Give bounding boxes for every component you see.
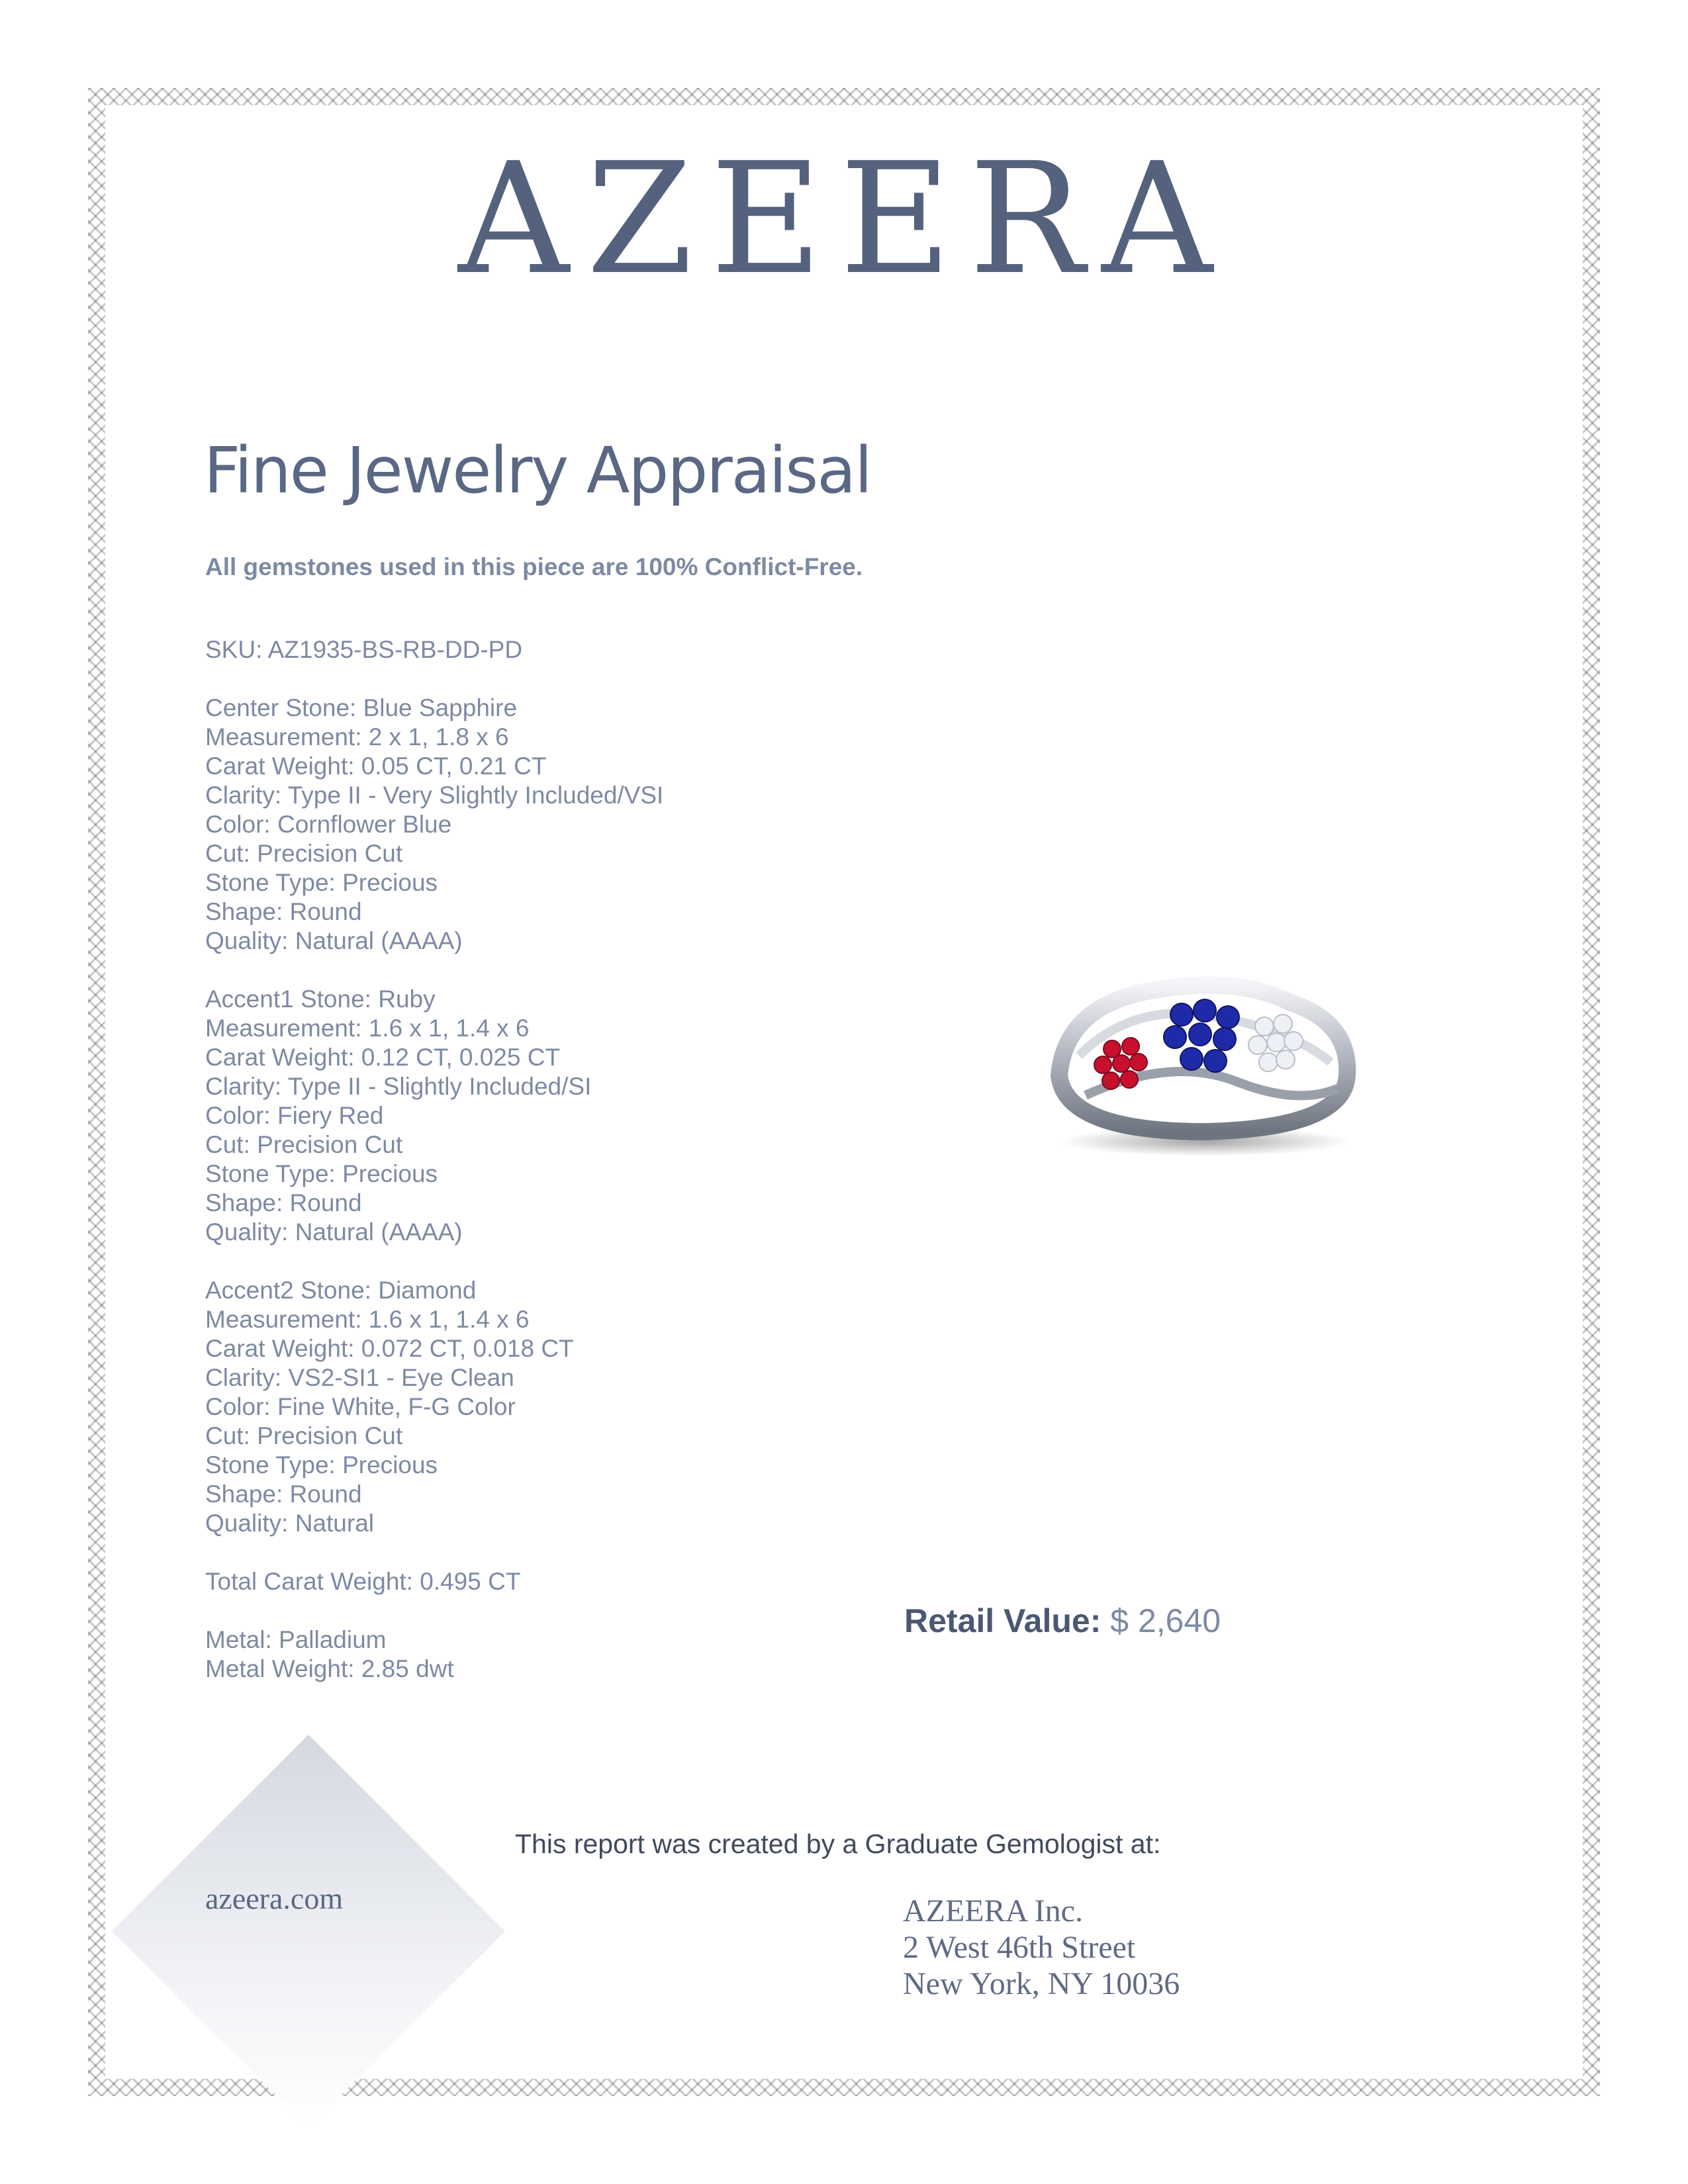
- spec-line: Center Stone: Blue Sapphire: [205, 694, 518, 721]
- page-title: Fine Jewelry Appraisal: [204, 433, 871, 508]
- spec-line: Carat Weight: 0.05 CT, 0.21 CT: [205, 752, 547, 780]
- company-address: [903, 1893, 1180, 2002]
- spec-line: Stone Type: Precious: [205, 869, 438, 896]
- metal-weight: Metal Weight: 2.85 dwt: [205, 1655, 454, 1682]
- spec-line: Measurement: 1.6 x 1, 1.4 x 6: [205, 1306, 530, 1333]
- ring-image: [1039, 963, 1370, 1161]
- spec-line: Shape: Round: [205, 1480, 362, 1508]
- center-stone-block: [205, 694, 663, 956]
- spec-line: Clarity: VS2-SI1 - Eye Clean: [205, 1364, 514, 1391]
- spec-line: Quality: Natural: [205, 1510, 374, 1537]
- spec-line: Stone Type: Precious: [205, 1160, 438, 1187]
- conflict-free-note: All gemstones used in this piece are 100% Conflict-Free.: [205, 553, 863, 580]
- spec-line: Color: Fiery Red: [205, 1102, 384, 1129]
- specifications: [205, 635, 663, 1684]
- sku: SKU: AZ1935-BS-RB-DD-PD: [205, 636, 523, 663]
- address-line: AZEERA Inc.: [903, 1893, 1083, 1929]
- spec-line: Cut: Precision Cut: [205, 840, 403, 867]
- spec-line: Color: Cornflower Blue: [205, 811, 452, 838]
- address-line: 2 West 46th Street: [903, 1930, 1136, 1965]
- retail-value: [904, 1602, 1221, 1640]
- spec-line: Stone Type: Precious: [205, 1451, 438, 1479]
- spec-line: Shape: Round: [205, 898, 362, 925]
- spec-line: Cut: Precision Cut: [205, 1422, 403, 1449]
- website-link[interactable]: azeera.com: [205, 1882, 344, 1915]
- spec-line: Accent2 Stone: Diamond: [205, 1277, 477, 1304]
- spec-line: Cut: Precision Cut: [205, 1131, 403, 1158]
- brand-logo: AZEERA: [458, 130, 1230, 308]
- accent2-stone-block: [205, 1276, 663, 1538]
- spec-line: Carat Weight: 0.12 CT, 0.025 CT: [205, 1044, 561, 1071]
- created-by-note: This report was created by a Graduate Gemologist at:: [515, 1829, 1161, 1859]
- retail-value-amount: $ 2,640: [1110, 1602, 1221, 1639]
- spec-line: Quality: Natural (AAAA): [205, 927, 463, 954]
- accent1-stone-block: [205, 985, 663, 1247]
- spec-line: Measurement: 2 x 1, 1.8 x 6: [205, 723, 509, 751]
- spec-line: Clarity: Type II - Slightly Included/SI: [205, 1073, 592, 1100]
- spec-line: Quality: Natural (AAAA): [205, 1218, 463, 1246]
- address-line: New York, NY 10036: [903, 1966, 1180, 2001]
- total-carat-weight: Total Carat Weight: 0.495 CT: [205, 1568, 521, 1595]
- metal: Metal: Palladium: [205, 1626, 387, 1653]
- spec-line: Carat Weight: 0.072 CT, 0.018 CT: [205, 1335, 574, 1362]
- spec-line: Clarity: Type II - Very Slightly Included/VSI: [205, 782, 664, 809]
- spec-line: Shape: Round: [205, 1189, 362, 1216]
- spec-line: Accent1 Stone: Ruby: [205, 985, 436, 1013]
- retail-value-label: Retail Value:: [904, 1602, 1102, 1639]
- spec-line: Color: Fine White, F-G Color: [205, 1393, 516, 1420]
- spec-line: Measurement: 1.6 x 1, 1.4 x 6: [205, 1015, 530, 1042]
